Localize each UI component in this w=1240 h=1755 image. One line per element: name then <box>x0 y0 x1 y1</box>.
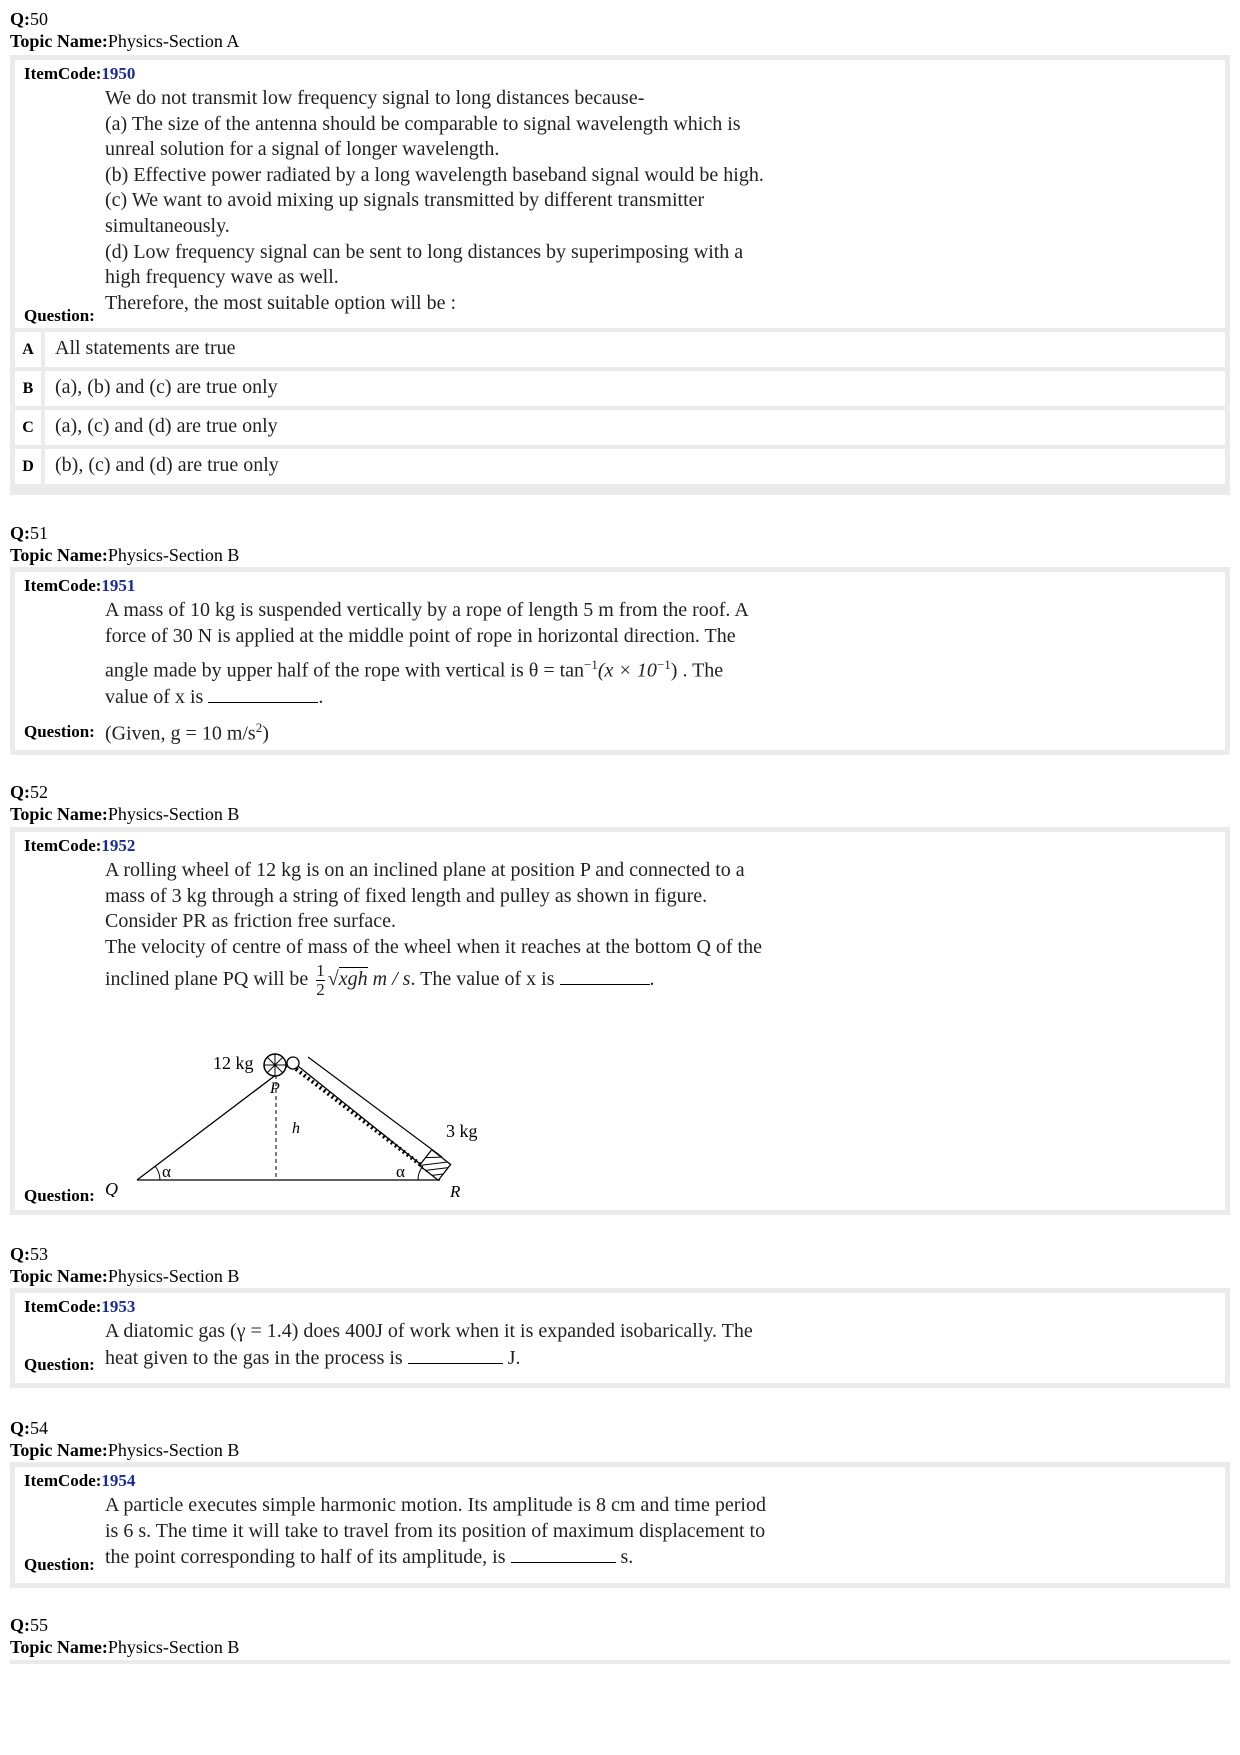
question-header-52: Q:52 Topic Name:Physics-Section B <box>10 782 240 824</box>
question-header-51: Q:51 Topic Name:Physics-Section B <box>10 523 240 565</box>
label-q: Q <box>105 1179 118 1197</box>
topic-name: Physics-Section A <box>107 31 240 51</box>
label-h: h <box>292 1120 300 1137</box>
question-number: 55 <box>30 1615 48 1635</box>
question-text: A particle executes simple harmonic motion. Its amplitude is 8 cm and time period is 6 s. The time it will take to travel from its position of maximum displacement to the point corresponding to half of its amplitude, is s. <box>105 1494 766 1569</box>
fraction: $\frac{1}{2}$ <box>316 961 325 1000</box>
question-label: Question: <box>24 1355 95 1374</box>
itemcode: ItemCode:1952 <box>24 836 136 855</box>
wheel-icon <box>264 1054 286 1076</box>
option-a[interactable]: A All statements are true <box>15 332 1225 367</box>
question-text: A diatomic gas (γ = 1.4) does 400J of work when it is expanded isobarically. The heat given to the gas in the process is J. <box>105 1320 753 1369</box>
itemcode: ItemCode:1951 <box>24 576 136 595</box>
block-icon <box>419 1150 450 1181</box>
question-number: 50 <box>30 9 48 29</box>
itemcode-number: 1951 <box>101 576 136 595</box>
mass-wheel-label: 12 kg <box>213 1053 254 1073</box>
itemcode-number: 1953 <box>101 1297 136 1316</box>
itemcode: ItemCode:1950 <box>24 64 136 83</box>
question-label: Question: <box>24 722 95 741</box>
q-prefix: Q: <box>10 9 30 29</box>
question-body <box>15 1293 1225 1383</box>
itemcode-number: 1952 <box>101 836 136 855</box>
option-d[interactable]: D (b), (c) and (d) are true only <box>15 449 1225 484</box>
itemcode: ItemCode:1953 <box>24 1297 136 1316</box>
string-line <box>308 1057 442 1157</box>
question-text: We do not transmit low frequency signal to long distances because- (a) The size of the antenna should be comparable to signal wavelength which is unreal solution for a signal of longer wavelength. (b) Effective power radiated by a long wavelength baseband signal would be high. (c) We want to avoid mixing up signals transmitted by different transmitter simultaneously. (d) Low frequency signal can be sent to long distances by superimposing with a high frequency wave as well. Therefore, the most suitable option will be : <box>105 87 764 314</box>
angle-arc-q <box>155 1166 160 1180</box>
question-header-54: Q:54 Topic Name:Physics-Section B <box>10 1418 240 1460</box>
question-header-55: Q:55 Topic Name:Physics-Section B <box>10 1615 240 1657</box>
mass-block-label: 3 kg <box>446 1121 478 1141</box>
incline-pr <box>293 1062 440 1180</box>
inclined-plane-figure <box>100 1027 550 1197</box>
option-c[interactable]: C (a), (c) and (d) are true only <box>15 410 1225 445</box>
answer-blank <box>560 966 650 985</box>
topic-name: Physics-Section B <box>107 1637 240 1657</box>
question-text: A mass of 10 kg is suspended vertically by a rope of length 5 m from the roof. A force of 30 N is applied at the middle point of rope in horizontal direction. The angle made by upper half of the rope with vertical is $\theta = \tan^{-1}(x \times 10^{-1})$ . The value of x is . (Given, g = 10 $m/s^2$) <box>105 599 749 745</box>
question-body <box>15 60 1225 328</box>
option-b[interactable]: B (a), (b) and (c) are true only <box>15 371 1225 406</box>
topic-name: Physics-Section B <box>107 1440 240 1460</box>
question-card-54 <box>10 1462 1230 1588</box>
question-body <box>15 1467 1225 1583</box>
question-header-50 <box>10 8 239 52</box>
label-r: R <box>450 1182 461 1197</box>
itemcode: ItemCode:1954 <box>24 1471 136 1490</box>
question-label: Question: <box>24 1555 95 1574</box>
question-label: Question: <box>24 1186 95 1205</box>
topic-name: Physics-Section B <box>107 545 240 565</box>
answer-blank <box>408 1345 503 1364</box>
question-card-51 <box>10 567 1230 755</box>
question-card-52 <box>10 827 1230 1215</box>
question-body <box>15 832 1225 1210</box>
topic-prefix: Topic Name: <box>10 31 108 51</box>
question-number: 54 <box>30 1418 48 1438</box>
label-p: P <box>270 1080 280 1097</box>
itemcode-number: 1950 <box>101 64 136 83</box>
question-card-53 <box>10 1288 1230 1388</box>
question-header-53: Q:53 Topic Name:Physics-Section B <box>10 1244 240 1286</box>
angle-r: α <box>396 1162 405 1181</box>
pulley-icon <box>287 1057 299 1069</box>
answer-blank <box>208 684 318 703</box>
question-number: 51 <box>30 523 48 543</box>
question-text: A rolling wheel of 12 kg is on an inclined plane at position P and connected to a mass of 3 kg through a string of fixed length and pulley as shown in figure. Consider PR as friction free surface. The velocity of centre of mass of the wheel when it reaches at the bottom Q of the inclined plane PQ will be $\frac{1}{2}$ √xgh m / s. The value of x is . <box>105 859 762 1000</box>
question-body <box>15 572 1225 750</box>
answer-blank <box>511 1544 616 1563</box>
question-label: Question: <box>24 306 95 325</box>
itemcode-number: 1954 <box>101 1471 136 1490</box>
angle-q: α <box>162 1162 171 1181</box>
topic-name: Physics-Section B <box>107 804 240 824</box>
topic-name: Physics-Section B <box>107 1266 240 1286</box>
question-card-50 <box>10 55 1230 495</box>
divider <box>10 1660 1230 1664</box>
question-number: 53 <box>30 1244 48 1264</box>
question-number: 52 <box>30 782 48 802</box>
